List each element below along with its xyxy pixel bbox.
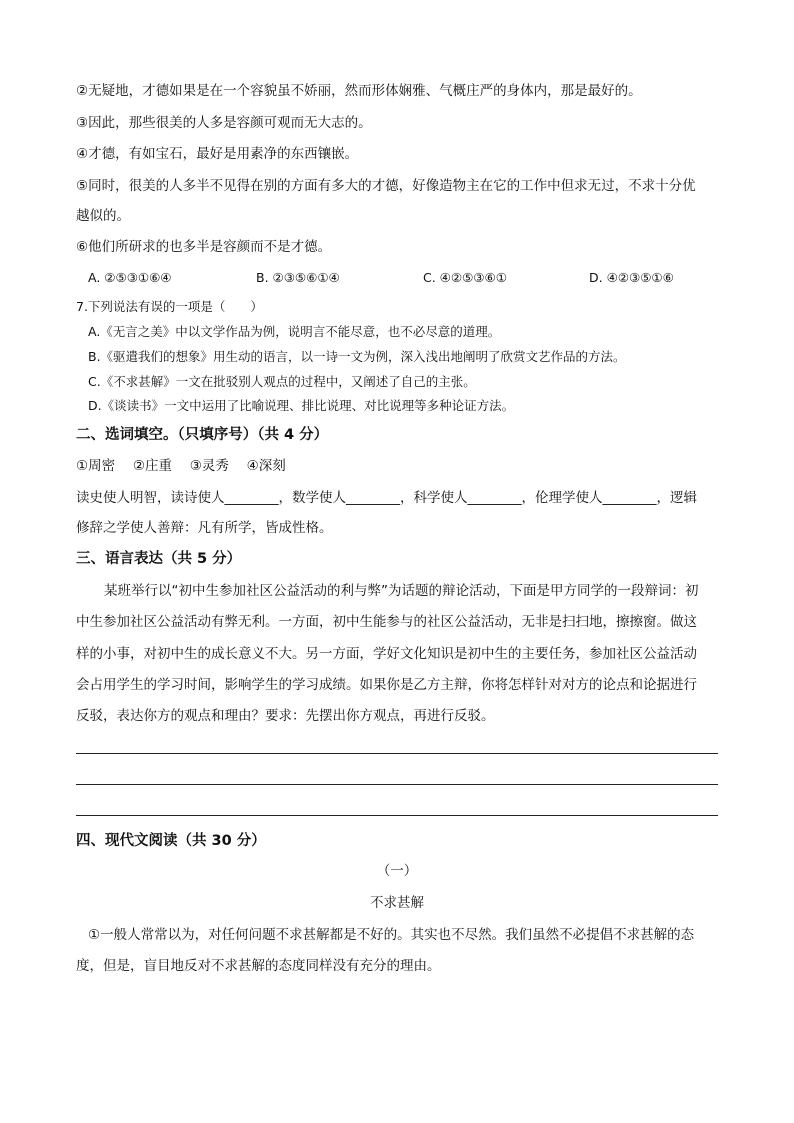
section-2-heading: 二、选词填空。（只填序号）（共 4 分） [76, 427, 329, 443]
prompt-line-3: 样的小事，对初中生的成长意义不大。另一方面，学好文化知识是初中生的主要任务，参加社区公益活动 [76, 646, 697, 662]
prompt-line-4: 会占用学生的学习时间，影响学生的学习成绩。如果你是乙方主辩，你将怎样针对对方的论点和论据进行 [76, 677, 697, 693]
word-choices: ①周密 ②庄重 ③灵秀 ④深刻 [76, 458, 286, 474]
sentence-6: ⑥他们所研求的也多半是容颜而不是才德。 [76, 239, 332, 255]
sentence-5-cont: 越似的。 [76, 208, 130, 224]
answer-line-2[interactable] [76, 784, 718, 785]
option-d[interactable]: D. ④②③⑤①⑥ [589, 270, 674, 285]
paragraph-1-line-2: 度，但是，盲目地反对不求甚解的态度同样没有充分的理由。 [76, 958, 441, 974]
q7-option-a[interactable]: A.《无言之美》中以文学作品为例，说明言不能尽意，也不必尽意的道理。 [88, 324, 501, 339]
q7-option-d[interactable]: D.《谈读书》一文中运用了比喻说理、排比说理、对比说理等多种论证方法。 [88, 398, 515, 413]
part-number: （一） [376, 863, 418, 879]
sentence-4: ④才德，有如宝石，最好是用素净的东西镶嵌。 [76, 146, 359, 162]
fill-blank-text[interactable]: 读史使人明智，读诗使人________，数学使人________，科学使人________，伦理学使人________，逻辑 [76, 490, 697, 506]
article-title: 不求甚解 [370, 895, 424, 911]
option-b[interactable]: B. ②③⑤⑥①④ [256, 270, 340, 285]
prompt-line-2: 中生参加社区公益活动有弊无利。一方面，初中生能参与的社区公益活动，无非是扫扫地，擦擦窗。做这 [76, 614, 697, 630]
q7-option-b[interactable]: B.《驱遣我们的想象》用生动的语言，以一诗一文为例，深入浅出地阐明了欣赏文艺作品的方法。 [88, 349, 626, 364]
answer-line-3[interactable] [76, 815, 718, 816]
answer-line-1[interactable] [76, 753, 718, 754]
sentence-3: ③因此，那些很美的人多是容颜可观而无大志的。 [76, 115, 372, 131]
fill-blank-text-cont: 修辞之学使人善辩：凡有所学，皆成性格。 [76, 520, 333, 536]
prompt-line-1: 某班举行以“初中生参加社区公益活动的利与弊”为话题的辩论活动，下面是甲方同学的一段辩词：初 [104, 583, 699, 599]
sentence-2: ②无疑地，才德如果是在一个容貌虽不娇丽，然而形体娴雅、气概庄严的身体内，那是最好的。 [76, 83, 642, 99]
section-3-heading: 三、语言表达（共 5 分） [76, 551, 242, 567]
paragraph-1-line-1: ①一般人常常以为，对任何问题不求甚解都是不好的。其实也不尽然。我们虽然不必提倡不求甚解的态 [88, 927, 695, 943]
option-a[interactable]: A. ②⑤③①⑥④ [88, 270, 172, 285]
question-7-stem: 7.下列说法有误的一项是（ ） [76, 299, 263, 314]
option-c[interactable]: C. ④②⑤③⑥① [423, 270, 507, 285]
section-4-heading: 四、现代文阅读（共 30 分） [76, 833, 266, 849]
prompt-line-5: 反驳，表达你方的观点和理由？要求：先摆出你方观点，再进行反驳。 [76, 708, 495, 724]
q7-option-c[interactable]: C.《不求甚解》一文在批驳别人观点的过程中，又阐述了自己的主张。 [88, 374, 476, 389]
sentence-5: ⑤同时，很美的人多半不见得在别的方面有多大的才德，好像造物主在它的工作中但求无过，不求十分优 [76, 178, 696, 194]
